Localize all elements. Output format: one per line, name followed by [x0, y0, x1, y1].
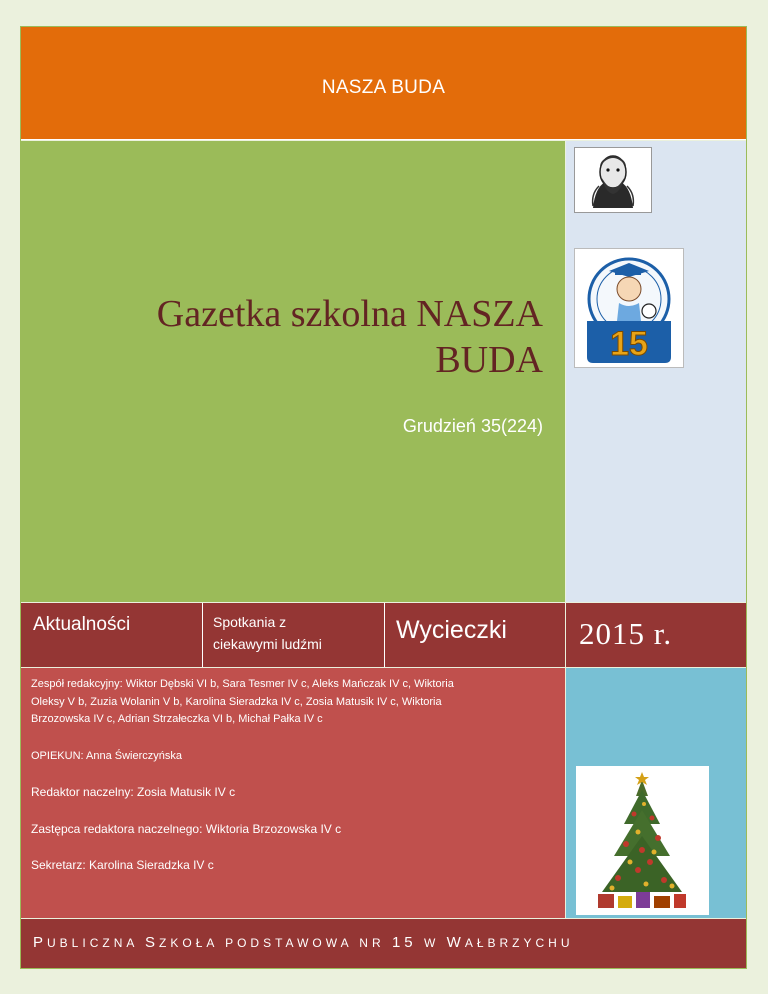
nav-item-spotkania — [213, 611, 322, 655]
patron-portrait-image — [574, 147, 652, 213]
christmas-tree-image — [576, 766, 709, 915]
header-band — [21, 27, 746, 140]
nav-item-wycieczki: Wycieczki — [396, 616, 507, 644]
issue-number: Grudzień 35(224) — [402, 416, 543, 436]
credits-panel — [21, 668, 565, 918]
cover-title-panel — [21, 141, 565, 602]
footer-band — [21, 919, 746, 968]
year-panel — [566, 603, 746, 667]
header-title: NASZA BUDA — [321, 77, 446, 98]
tree-panel — [566, 668, 746, 918]
nav-item-spotkania-line1: Spotkania z — [213, 614, 287, 630]
cover-title-line1: Gazetka szkolna NASZA — [156, 293, 543, 335]
team-line-3: Brzozowska IV c, Adrian Strzałeczka VI b, Michał Pałka IV c — [31, 713, 323, 725]
credits-text — [31, 676, 551, 875]
year-label: 2015 r. — [579, 616, 673, 651]
team-line-1: Zespół redakcyjny: Wiktor Dębski VI b, Sara Tesmer IV c, Aleks Mańczak IV c, Wiktoria — [31, 678, 454, 690]
deputy-editor: Zastępca redaktora naczelnego: Wiktoria Brzozowska IV c — [31, 821, 342, 836]
school-logo-image — [574, 248, 684, 368]
editor-in-chief: Redaktor naczelny: Zosia Matusik IV c — [31, 785, 236, 799]
supervisor: OPIEKUN: Anna Świerczyńska — [31, 749, 183, 762]
side-image-panel — [566, 141, 746, 602]
secretary: Sekretarz: Karolina Sieradzka IV c — [31, 858, 214, 872]
nav-divider — [384, 603, 385, 667]
nav-item-spotkania-line2: ciekawymi ludźmi — [213, 636, 322, 652]
cover-title — [81, 291, 543, 383]
section-nav — [21, 603, 565, 667]
nav-divider — [202, 603, 203, 667]
cover-title-line2: BUDA — [435, 339, 543, 381]
logo-badge-number: 15 — [610, 325, 648, 363]
team-line-2: Oleksy V b, Zuzia Wolanin V b, Karolina Sieradzka IV c, Zosia Matusik IV c, Wiktoria — [31, 695, 442, 708]
school-name-footer: PUBLICZNA SZKOŁA PODSTAWOWA NR 15 W WAŁBRZYCHU — [33, 934, 574, 951]
nav-item-aktualnosci: Aktualności — [33, 614, 131, 635]
